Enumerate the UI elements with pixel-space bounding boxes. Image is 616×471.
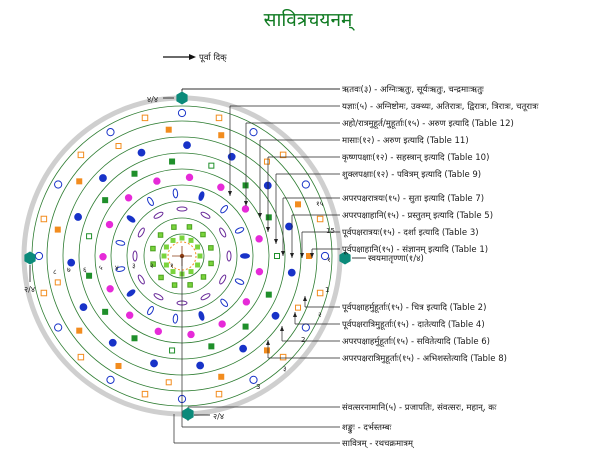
label-aparapaksha-ahar-muhurtah: अपरपक्षाहर्मुहूर्ताः(१५) - सवितेत्यादि (Table 6): [342, 337, 490, 347]
marker-ellipse: [241, 254, 250, 258]
marker-circle: [242, 206, 248, 212]
leader-arrow-icon: [266, 340, 270, 345]
marker-ellipse: [116, 240, 126, 246]
marker-square: [166, 127, 171, 132]
ring-number: २: [150, 262, 154, 270]
marker-square: [266, 292, 271, 297]
marker-circle: [75, 214, 82, 221]
direction-label: पूर्वा दिक्: [199, 53, 227, 63]
marker-circle: [107, 286, 113, 292]
diagram-title: सावित्रचयनम्: [263, 9, 353, 31]
marker-circle: [100, 175, 107, 182]
marker-ellipse: [137, 227, 145, 238]
marker-circle: [125, 195, 131, 201]
marker-square: [103, 309, 108, 314]
marker-ellipse: [126, 289, 136, 298]
marker-circle: [288, 269, 295, 276]
marker-square: [78, 354, 84, 360]
marker-square: [209, 163, 214, 168]
marker-circle: [178, 109, 185, 116]
marker-square: [164, 263, 168, 267]
hexagon-icon: [176, 92, 187, 105]
marker-ellipse: [198, 191, 205, 201]
label-aparapaksha-ahani: अपरपक्षाहानि(१५) - प्रस्तुतम् इत्यादि (Table 5): [342, 211, 494, 221]
marker-circle: [188, 331, 194, 337]
ring-number: ७: [67, 266, 71, 274]
marker-square: [77, 328, 82, 333]
marker-circle: [256, 268, 262, 274]
marker-square: [196, 245, 200, 249]
label-masah: मासाः(१२) - अरुण इत्यादि (Table 11): [342, 136, 469, 146]
ring-number: 15: [326, 227, 335, 235]
ring-number: 1: [325, 286, 330, 294]
marker-square: [275, 254, 280, 259]
marker-ellipse: [177, 207, 187, 211]
label-purvapaksha-ahani: पूर्वपक्षाहानि(१५) - संज्ञानम् इत्यादि (Table 1): [342, 245, 489, 255]
marker-ellipse: [235, 278, 245, 286]
marker-ellipse: [146, 306, 154, 316]
marker-square: [264, 348, 269, 353]
leader-arrow-icon: [266, 227, 270, 232]
marker-ellipse: [126, 215, 136, 224]
marker-square: [87, 273, 92, 278]
marker-square: [198, 254, 202, 258]
marker-square: [188, 283, 193, 288]
marker-circle: [240, 345, 247, 352]
marker-ellipse: [200, 211, 211, 219]
marker-circle: [106, 221, 112, 227]
marker-ellipse: [198, 311, 205, 321]
leader-arrow-icon: [293, 312, 297, 317]
leader-arrow-icon: [280, 326, 284, 331]
marker-circle: [197, 362, 204, 369]
annotation-labels: [342, 84, 539, 449]
ring-number: १: [327, 256, 331, 264]
marker-square: [180, 236, 184, 240]
marker-ellipse: [218, 274, 226, 285]
marker-circle: [151, 360, 158, 367]
marker-square: [209, 261, 214, 266]
marker-square: [189, 270, 193, 274]
ring-number: 3: [256, 383, 261, 391]
marker-ellipse: [153, 292, 164, 300]
top-hexagon-marker: [147, 92, 188, 105]
label-shuklapakshah: शुक्लपक्षाः(१२) - पवित्रम् इत्यादि (Table 9): [342, 170, 482, 180]
label-ritavah: ऋतवः(३) - अग्निःऋतुः, सूर्यःऋतुः, चन्द्रमाःऋतुः: [342, 85, 484, 95]
bottom-fraction-label: २/४: [213, 412, 225, 421]
marker-square: [171, 238, 175, 242]
ring-number: ३: [132, 262, 136, 270]
marker-square: [142, 391, 148, 397]
marker-square: [55, 280, 60, 285]
marker-square: [55, 227, 60, 232]
label-purvapaksha-ratri-muhurtah: पूर्वपक्षरात्रिमुहूर्ताः(१५) - दातेत्यादि (Table 4): [342, 320, 485, 330]
marker-square: [166, 380, 171, 385]
marker-square: [216, 115, 222, 121]
marker-square: [219, 374, 224, 379]
marker-square: [209, 246, 214, 251]
marker-circle: [107, 129, 114, 136]
marker-circle: [219, 321, 225, 327]
leader-arrow-icon: [274, 239, 278, 244]
left-fraction-label: २/४: [24, 285, 36, 294]
ring-number: १५: [316, 200, 324, 208]
marker-square: [170, 348, 175, 353]
marker-circle: [138, 149, 145, 156]
ring-number: १: [170, 262, 174, 270]
marker-square: [103, 198, 108, 203]
marker-square: [189, 238, 193, 242]
ring-number: ३: [283, 365, 287, 373]
marker-square: [164, 245, 168, 249]
marker-circle: [218, 184, 224, 190]
marker-square: [142, 115, 148, 121]
marker-square: [116, 363, 121, 368]
marker-circle: [243, 299, 249, 305]
label-aparapaksha-ratri-muhurtah: अपरपक्षरात्रिमुहूर्ताः(१५) - अभिशस्तेत्यादि (Table 8): [342, 354, 507, 364]
marker-square: [317, 290, 323, 296]
east-direction-marker: [163, 52, 227, 63]
marker-circle: [107, 376, 114, 383]
marker-circle: [80, 304, 87, 311]
marker-circle: [55, 181, 62, 188]
leader-arrow-icon: [281, 251, 285, 256]
marker-square: [162, 254, 166, 258]
marker-circle: [184, 142, 191, 149]
ring-number: २: [318, 311, 322, 319]
marker-square: [78, 152, 84, 158]
marker-square: [201, 275, 206, 280]
marker-circle: [55, 324, 62, 331]
marker-square: [243, 324, 248, 329]
ring-number: 2: [301, 336, 306, 344]
label-aparapaksha-ratrayah: अपरपक्षरात्रयः(१५) - सुता इत्यादि (Table 7): [342, 194, 485, 204]
marker-ellipse: [220, 204, 229, 214]
marker-square: [172, 225, 177, 230]
marker-ellipse: [235, 227, 245, 235]
marker-square: [171, 270, 175, 274]
marker-square: [264, 159, 269, 164]
ring-number: ६: [83, 266, 87, 274]
marker-square: [41, 290, 47, 296]
marker-square: [317, 216, 323, 222]
leader-arrow-icon: [303, 296, 307, 301]
marker-square: [266, 215, 271, 220]
marker-ellipse: [146, 196, 154, 206]
marker-circle: [100, 254, 106, 260]
ring-number: ८: [53, 268, 57, 276]
marker-circle: [155, 328, 161, 334]
marker-circle: [286, 223, 293, 230]
marker-square: [243, 183, 248, 188]
hexagon-icon: [182, 408, 193, 421]
marker-square: [116, 144, 121, 149]
marker-circle: [302, 324, 309, 331]
marker-square: [41, 216, 47, 222]
label-samvatsara-namani: संवत्सरनामानि(५) - प्रजापतिः, संवत्सरः, महान्, कः: [342, 403, 497, 413]
top-fraction-label: ४/४: [147, 95, 159, 104]
marker-square: [132, 171, 137, 176]
label-ahoratra-muhurtah: अहो/रात्रमुहूर्त/मुहूर्ताः(१५) - अरुण इत्यादि (Table 12): [342, 119, 514, 129]
marker-circle: [228, 153, 235, 160]
marker-square: [219, 133, 224, 138]
marker-ellipse: [133, 251, 137, 261]
label-savitram: सावित्रम् - रथचक्रमात्रम्: [342, 439, 414, 449]
marker-square: [151, 246, 156, 251]
direction-arrowhead-icon: [189, 54, 196, 60]
label-shankuh: शङ्कुः - दर्भस्तम्बः: [342, 423, 392, 433]
leader-arrow-icon: [244, 201, 248, 206]
marker-square: [132, 336, 137, 341]
marker-square: [87, 234, 92, 239]
marker-square: [280, 354, 286, 360]
marker-circle: [256, 236, 262, 242]
marker-square: [170, 159, 175, 164]
marker-ellipse: [220, 298, 229, 308]
marker-ellipse: [173, 189, 178, 198]
marker-ellipse: [218, 227, 226, 238]
marker-square: [158, 233, 163, 238]
label-krishnapakshah: कृष्णपक्षाः(१२) - सहस्त्रान् इत्यादि (Table 10): [342, 153, 490, 163]
marker-square: [196, 263, 200, 267]
marker-circle: [302, 181, 309, 188]
marker-square: [296, 305, 301, 310]
marker-ellipse: [227, 251, 231, 261]
marker-square: [209, 344, 214, 349]
marker-ellipse: [173, 314, 178, 323]
marker-circle: [272, 312, 279, 319]
marker-circle: [68, 259, 75, 266]
leader-arrow-icon: [228, 191, 232, 196]
marker-circle: [250, 129, 257, 136]
marker-square: [77, 179, 82, 184]
marker-circle: [109, 339, 116, 346]
marker-circle: [35, 252, 42, 259]
label-purvapaksha-ratrayah: पूर्वपक्षरात्रयः(१५) - दर्शा इत्यादि (Table 3): [342, 228, 479, 238]
marker-circle: [186, 174, 192, 180]
label-purvapaksha-ahar-muhurtah: पूर्वपक्षाहर्मुहूर्ताः(१५) - चित्र इत्यादि (Table 2): [342, 303, 487, 313]
marker-square: [172, 283, 177, 288]
ring-number: ४: [115, 264, 119, 272]
marker-ellipse: [200, 292, 211, 300]
ring-number: ५: [99, 264, 103, 272]
marker-ellipse: [137, 274, 145, 285]
leader-arrow-icon: [290, 253, 294, 258]
marker-circle: [126, 312, 132, 318]
marker-circle: [154, 178, 160, 184]
marker-square: [216, 391, 222, 397]
marker-ellipse: [153, 211, 164, 219]
marker-square: [159, 275, 164, 280]
marker-square: [201, 232, 206, 237]
marker-square: [296, 202, 301, 207]
svayamatrinna-label: स्वयमातृण्णा(१/४): [368, 254, 424, 264]
label-yajnah: यज्ञाः(५) - अग्निष्टोमः, उक्थ्यः, अतिरात्रः, द्विरात्रः, त्रिरात्रः, चतूरात्रः: [342, 102, 539, 112]
marker-square: [187, 225, 192, 230]
